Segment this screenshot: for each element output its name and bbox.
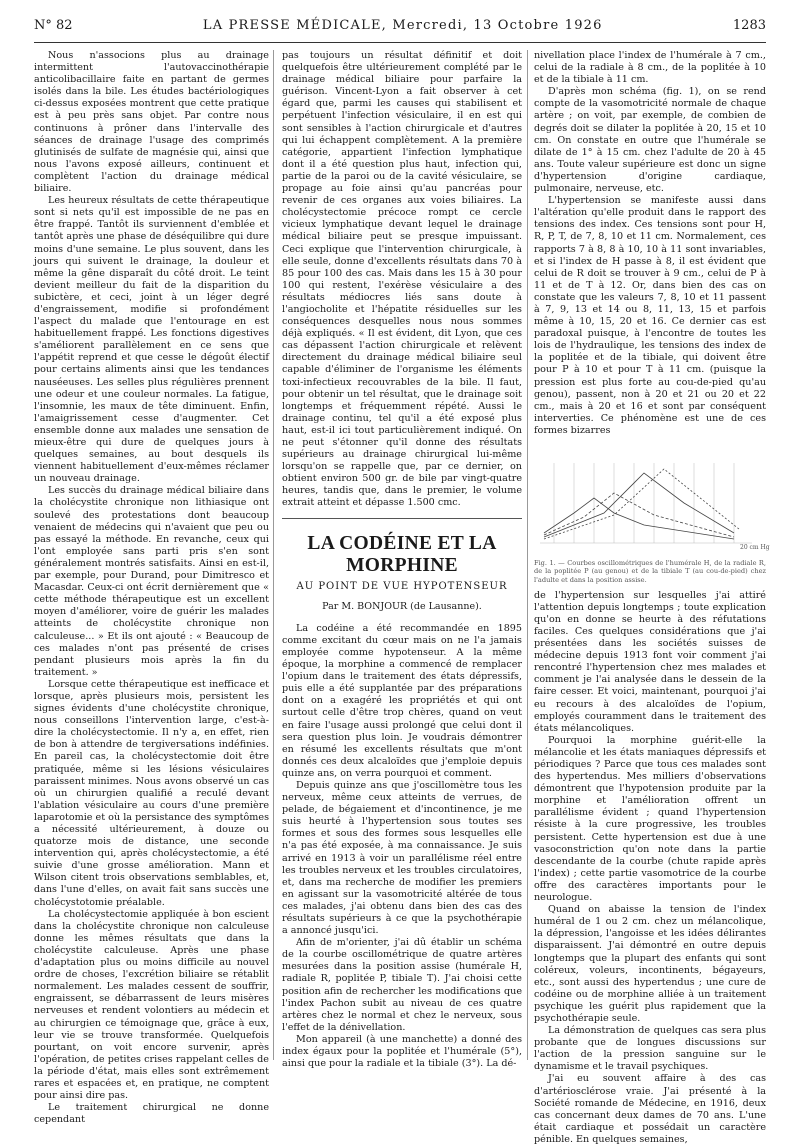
column-right xyxy=(534,50,770,1145)
issue-date: Mercredi, 13 Octobre 1926 xyxy=(392,18,603,33)
article-subtitle: AU POINT DE VUE HYPOTENSEUR xyxy=(296,580,508,592)
paragraph: de l'hypertension sur lesquelles j'ai attiré l'attention depuis longtemps ; toute explication qu'on en donne se heurte à des réfutations faciles. Ces quelques considérations que j'ai présentées dans les sociétés suisses de médecine depuis 1913 font voir comment j'ai rencontré l'hypertension chez mes malades et comment je l'ai analysée dans le dessein de la faire cesser. Et voici, maintenant, pourquoi j'ai eu recours à des alcaloïdes de l'opium, employés couramment dans le traitement des états mélancoliques. xyxy=(534,589,766,734)
figure-grid xyxy=(540,463,752,543)
curve-h xyxy=(544,498,734,539)
paragraph: La codéine a été recommandée en 1895 comme excitant du cœur mais on ne l'a jamais employée comme hypotenseur. A la même époque, la morphine a commencé de remplacer l'opium dans le traitement des états dépressifs, puis elle a été supplantée par des préparations dont on a exagéré les propriétés et qui ont surtout celle d'être trop chères, quand on veut en faire l'usage aussi prolongé que celui dont il sera question plus loin. Je voudrais démontrer en résumé les excellents résultats que m'ont donnés ces deux alcaloïdes que j'emploie depuis quinze ans, on verra pourquoi et comment. xyxy=(282,622,522,779)
paragraph: La démonstration de quelques cas sera plus probante que de longues discussions sur l'action de la pression sanguine sur le dynamisme et le travail psychiques. xyxy=(534,1025,766,1073)
paragraph: Nous n'associons plus au drainage intermittent l'autovaccinothérapie anticolibacillaire faite en partant de germes isolés dans la bile. Les études bactériologiques ci-dessus exposées montrent que cette pratique est à peu près sans objet. Par contre nous continuons à prôner dans l'intervalle des séances de drainage l'usage des comprimés glutinisés de sulfate de magnésie qui, ainsi que nous l'avons exposé ailleurs, continuent et complètent l'action du drainage médical biliaire. xyxy=(34,50,269,195)
paragraph: Pourquoi la morphine guérit-elle la mélancolie et les états maniaques dépressifs et périodiques ? Parce que tous ces malades sont des hypertendus. Mes milliers d'observations démontrent que l'hypotension produite par la morphine et l'amélioration offrent un parallélisme évident ; quand l'hypertension résiste à la cure progressive, les troubles persistent. Cette hypertension est due à une vasoconstriction qu'on note dans la partie descendante de la courbe (chute rapide après l'index) ; cette partie vasomotrice de la courbe offre des caractères importants pour le neurologue. xyxy=(534,734,766,904)
journal-title-line xyxy=(203,18,603,33)
journal-name: LA PRESSE MÉDICALE, xyxy=(202,18,387,33)
article-title: LA CODÉINE ET LA MORPHINE xyxy=(307,532,497,576)
curves xyxy=(544,469,739,539)
paragraph: D'après mon schéma (fig. 1), on se rend compte de la vasomotricité normale de chaque artère ; on voit, par exemple, de combien de degrés doit se dilater la poplitée à 20, 15 et 10 cm. On constate en outre que l'humérale se dilate de 1° à 15 cm. chez l'adulte de 20 à 45 ans. Toute valeur supérieure est donc un signe d'hypertension d'origine cardiaque, pulmonaire, nerveuse, etc. xyxy=(534,86,766,195)
article-author: Par M. BONJOUR (de Lausanne). xyxy=(322,600,482,612)
paragraph: Les succès du drainage médical biliaire dans la cholécystite chronique non lithiasique ont soulevé des protestations dont beaucoup venaient de médecins qui n'avaient que peu ou pas essayé la méthode. En revanche, ceux qui l'ont employée sans parti pris s'en sont généralement montrés satisfaits. Ainsi en est-il, par exemple, pour Durand, pour Dimitresco et Macasdar. Ceux-ci ont écrit dernièrement que « cette méthode thérapeutique est un excellent moyen d'améliorer, voire de guérir les malades atteints de cholécystite chronique non calculeuse... » Et ils ont ajouté : « Beaucoup de ces malades n'ont pas présenté de crises pendant plusieurs mois après la fin du traitement. » xyxy=(34,485,269,678)
column-divider xyxy=(273,50,274,1060)
axis-unit-label: 20 cm Hg xyxy=(740,544,770,551)
article-separator xyxy=(282,518,522,519)
paragraph: pas toujours un résultat définitif et doit quelquefois être ultérieurement complété par le drainage médical biliaire pour parfaire la guérison. Vincent-Lyon a fait observer à cet égard que, parmi les causes qui stabilisent et perpétuent l'infection vésiculaire, il en est qui sont sensibles à l'action chirurgicale et d'autres qui lui échappent complètement. A la première catégorie, appartient l'infection lymphatique dont il a été question plus haut, infection qui, partie de la paroi ou de la cavité vésiculaire, se propage au foie ainsi qu'au pancréas pour revenir de ces organes aux voies biliaires. La cholécystectomie précoce rompt ce cercle vicieux lymphatique devant lequel le drainage médical biliaire peut se presque impuissant. Ceci explique que l'intervention chirurgicale, à elle seule, donne d'excellents résultats dans 70 à 85 pour 100 des cas. Mais dans les 15 à 30 pour 100 qui restent, l'exérèse vésiculaire a des résultats médiocres liés sans doute à l'angiocholite et l'hépatite résiduelles sur les conséquences desquelles nous nous sommes déjà expliqués. « Il est évident, dit Lyon, que ces cas dépassent l'action chirurgicale et relèvent directement du drainage médical biliaire seul capable d'éliminer de l'organisme les éléments toxi-infectieux recouvrables de la bile. Il faut, pour obtenir un tel résultat, que le drainage soit longtemps et fréquemment répété. Aussi le drainage continu, tel qu'il a été exposé plus haut, est-il ici tout particulièrement indiqué. On ne peut s'étonner qu'il donne des résultats supérieurs au drainage chirurgical lui-même lorsqu'on se rappelle que, par ce dernier, on obtient environ 500 gr. de bile par vingt-quatre heures, tandis que, dans le premier, le volume extrait atteint et dépasse 1.500 cmc. xyxy=(282,50,522,509)
oscillometric-curves-figure xyxy=(534,443,770,553)
paragraph: L'hypertension se manifeste aussi dans l'altération qu'elle produit dans le rapport des tensions des index. Ces tensions sont pour H, R, P, T, de 7, 8, 10 et 11 cm. Normalement, ces rapports 7 à 8, 8 à 10, 10 à 11 sont invariables, et si l'index de H passe à 8, il est évident que celui de R doit se trouver à 9 cm., celui de P à 11 et de T à 12. Or, dans bien des cas on constate que les valeurs 7, 8, 10 et 11 passent à 7, 9, 13 et 14 ou 8, 11, 13, 15 et parfois même à 10, 15, 20 et 16. Ce dernier cas est paradoxal puisque, à l'encontre de toutes les lois de l'hydraulique, les tensions des index de la poplitée et de la tibiale, qui doivent être pour P à 10 et pour T à 11 cm. (puisque la pression est plus forte au cou-de-pied qu'au genou), passent, non à 20 et 21 ou 20 et 22 cm., mais à 20 et 16 et sont par conséquent interverties. Ce phénomène est une de ces formes bizarres xyxy=(534,195,766,436)
curve-p xyxy=(544,473,734,537)
issue-number: N° 82 xyxy=(34,18,73,33)
paragraph: J'ai eu souvent affaire à des cas d'artériosclérose vraie. J'ai présenté à la Société romande de Médecine, en 1916, deux cas concernant deux dames de 70 ans. L'une était cardiaque et possédait un caractère pénible. En quelques semaines, xyxy=(534,1073,766,1145)
paragraph: La cholécystectomie appliquée à bon escient dans la cholécystite chronique non calculeuse donne les mêmes résultats que dans la cholécystite calculeuse. Après une phase d'adaptation plus ou moins difficile au nouvel ordre de choses, l'excrétion biliaire se rétablit normalement. Les malades cessent de souffrir, engraissent, se débarrassent de leurs misères nerveuses et rendent volontiers au médecin et au chirurgien ce témoignage que, grâce à eux, leur vie se trouve transformée. Quelquefois pourtant, on voit encore survenir, après l'opération, de petites crises rappelant celles de la période d'état, mais elles sont extrêmement rares et espacées et, en pratique, ne comptent pour ainsi dire pas. xyxy=(34,908,269,1102)
paragraph: Le traitement chirurgical ne donne cependant xyxy=(34,1102,269,1126)
curve-t xyxy=(544,469,739,539)
column-left xyxy=(34,50,269,1126)
column-middle xyxy=(282,50,522,1070)
page-header xyxy=(34,18,766,43)
curve-r xyxy=(544,493,734,537)
paragraph: Quand on abaisse la tension de l'index huméral de 1 ou 2 cm. chez un mélancolique, la dépression, l'angoisse et les idées délirantes disparaissent. J'ai démontré en outre depuis longtemps que la plupart des enfants qui sont coléreux, voleurs, incontinents, bégayeurs, etc., sont aussi des hypertendus ; une cure de codéine ou de morphine alliée à un traitement psychique les guérit plus rapidement que la psychothérapie seule. xyxy=(534,904,766,1024)
paragraph: Lorsque cette thérapeutique est inefficace et lorsque, après plusieurs mois, persistent les signes évidents d'une cholécystite chronique, nous conseillons l'intervention large, c'est-à-dire la cholécystectomie. Il n'y a, en effet, rien de bon à attendre de tergiversations indéfinies. En pareil cas, la cholécystectomie doit être pratiquée, même si les lésions vésiculaires paraissent minimes. Nous avons observé un cas où un chirurgien qualifié a reculé devant l'ablation vésiculaire au cours d'une première laparotomie et où la persistance des symptômes a nécessité ultérieurement, à douze ou quatorze mois de distance, une seconde intervention qui, après cholécystectomie, a été suivie d'une grosse amélioration. Mann et Wilson citent trois observations semblables, et, dans l'une d'elles, on avait fait sans succès une cholécystotomie préalable. xyxy=(34,678,269,908)
figure-caption: Fig. 1. — Courbes oscillométriques de l'humérale H, de la radiale R, de la poplitée P (au genou) et de la tibiale T (au cou-de-pied) chez l'adulte et dans la position assise. xyxy=(534,559,766,584)
paragraph: Afin de m'orienter, j'ai dû établir un schéma de la courbe oscillométrique de quatre artères mesurées dans la position assise (humérale H, radiale R, poplitée P, tibiale T). J'ai choisi cette position afin de rechercher les modifications que l'index Pachon subit au niveau de ces quatre artères chez le normal et chez le nerveux, sous l'effet de la dénivellation. xyxy=(282,937,522,1033)
paragraph: Mon appareil (à une manchette) a donné des index égaux pour la poplitée et l'humérale (5°), ainsi que pour la radiale et la tibiale (3°). La dé- xyxy=(282,1033,522,1070)
paragraph: nivellation place l'index de l'humérale à 7 cm., celui de la radiale à 8 cm., de la poplitée à 10 et de la tibiale à 11 cm. xyxy=(534,50,766,86)
column-divider xyxy=(527,50,528,1060)
paragraph: Depuis quinze ans que j'oscillomètre tous les nerveux, même ceux atteints de verrues, de pelade, de bégaiement et d'incontinence, je me suis heurté à l'hypertension sous toutes ses formes et sous des formes sous lesquelles elle n'a pas été exposée, à ma connaissance. Je suis arrivé en 1913 à voir un parallélisme réel entre les troubles nerveux et les troubles circulatoires, et, dans ma recherche de modifier les premiers en agissant sur la vasomotricité altérée de tous ces malades, j'ai obtenu dans bien des cas des résultats supérieurs à ce que la psychothérapie a annoncé jusqu'ici. xyxy=(282,779,522,937)
paragraph: Les heureux résultats de cette thérapeutique sont si nets qu'il est impossible de ne pas en être frappé. Tantôt ils surviennent d'emblée et tantôt après une phase de déséquilibre qui dure moins d'une semaine. Le plus souvent, dans les jours qui suivent le drainage, la douleur et même la gêne disparaît du côté droit. Le teint devient meilleur du fait de la disparition du subictère, et ceci, joint à un léger degré d'engraissement, modifie si profondément l'aspect du malade que l'entourage en est habituellement frappé. Les fonctions digestives s'améliorent parallèlement en ce sens que l'appétit reprend et que cesse le dégoût électif pour certains aliments ainsi que les tendances nauséeuses. Les selles plus régulières prennent une odeur et une couleur normales. La fatigue, l'insomnie, les maux de tête diminuent. Enfin, l'amaigrissement cesse d'augmenter. Cet ensemble donne aux malades une sensation de mieux-être qui dure de quelques jours à quelques semaines, au bout desquels ils viennent habituellement d'eux-mêmes réclamer un nouveau drainage. xyxy=(34,195,269,485)
page-number: 1283 xyxy=(732,18,766,33)
